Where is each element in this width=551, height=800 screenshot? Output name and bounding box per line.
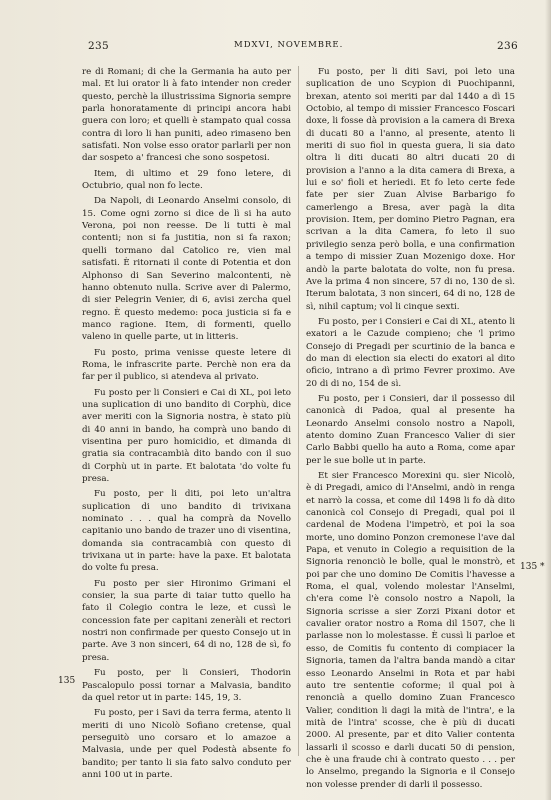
column-divider <box>298 66 299 756</box>
left-column <box>82 66 291 784</box>
right-column <box>306 66 515 794</box>
paragraph: Da Napoli, di Leonardo Anselmi consolo, di 15. Come ogni zorno si dice de lì si ha auto Verona, poi non reesse. De li tutti è mal contenti; non si fa justitia, non si fa raxon; quelli tormano dal Catolico re, vien mal satisfati. È ritornati il conte di Potentia et don Alphonso di San Severino malcontenti, nè hanno obtenuto nulla. Scrive aver di Palermo, di sier Pelegrin Venier, di 6, avisi zercha quel regno. È questo medemo: poca justicia si fa e manco ragione. Item, di formenti, quello valeno in quelle parte, ut in litteris. <box>82 196 291 343</box>
page-number-left: 235 <box>88 40 109 52</box>
paragraph: Fu posto, per li Consieri, Thodorin Pascalopulo possi tornar a Malvasia, bandito da quel retor ut in parte: 145, 19, 3. <box>82 668 291 703</box>
paragraph: Item, di ultimo et 29 fono letere, di Octubrio, qual non fo lecte. <box>82 168 291 192</box>
page-edge-shadow <box>545 0 551 800</box>
paragraph: Fu posto, per i Savi da terra ferma, atento li meriti di uno Nicolò Sofiano cretense, qual perseguitò uno corsaro et lo amazoe a Malvasia, unde per quel Podestà absente fo bandito; per tanto li sia fato salvo conduto per anni 100 ut in parte. <box>82 708 291 780</box>
page-number-right: 236 <box>497 40 518 52</box>
paragraph: re di Romani; di che la Germania ha auto per mal. Et lui orator li à fato intender non creder questo, perchè la illustrissima Signoria sempre parla honoratamente di principi ancora habi guera con loro; et quelli è stampato qual cossa contra di loro li han puniti, adeo rimaseno ben satisfati. Non volse esso orator parlarli per non dar sospeto a' francesi che sono sospetosi. <box>82 67 291 164</box>
paragraph: Fu posto, per i Consieri e Cai di XL, atento li exatori a le Cazude compieno; che 'l primo Consejo di Pregadi per scurtinio de la banca e do man di election sia electi do exatori al dito oficio, intrano a dì primo Fevrer proximo. Ave 20 di di no, 154 de sì. <box>306 316 515 389</box>
margin-number-left: 135 <box>58 676 76 686</box>
running-header <box>88 40 518 56</box>
margin-number-right: 135 * <box>520 562 545 572</box>
paragraph: Et sier Francesco Morexini qu. sier Nicolò, è di Pregadi, amico di l'Anselmi, andò in renga et narrò la cossa, et come dil 1498 li fo dà dito canonicà col Consejo di Pregadi, qual poi il cardenal de Modena l'impetrò, et poi la soa morte, uno domino Ponzon cremonese l'ave dal Papa, et venuto in Colegio a requisition de la Signoria renonciò le bolle, qual le monstrò, et poi par che uno domino De Comitis l'havesse a Roma, el qual, volendo molestar l'Anselmi, ch'era come l'è consolo nostro a Napoli, la Signoria scrisse a sier Zorzi Pixani dotor et cavalier orator nostro a Roma dil 1507, che li parlasse non lo molestasse. È cussì li parloe et esso, de Comitis fu contento di compiacer la Signoria, tamen da l'altra banda mandò a citar esso Leonardo Anselmi in Rota et par habi auto tre sententie coforme; il qual poi à renoncià a quello domino Zuan Francesco Valier, condition li dagi la mità de l'intra', e la mità de l'intra' scosse, che è più di ducati 2000. Al presente, par et dito Valier contenta lassarli il scosso e darli ducati 50 di pension, che è una fraude chi à contrato questo . . . per lo Anselmo, pregando la Signoria e il Consejo non volesse prender di darli il possesso. <box>306 471 515 790</box>
paragraph: Fu posto per li Consieri e Cai di XL, poi leto una suplication di uno bandito di Corphù, dice aver meriti con la Signoria nostra, è stato più di 40 anni in bando, ha comprà uno bando di visentina per puro homicidio, et dimanda di gratia sia contracambià dito bando con il suo di Corphù ut in parte. Et balotata 'do volte fu presa. <box>82 387 291 484</box>
paragraph: Fu posto per sier Hironimo Grimani el consier, la sua parte di taiar tutto quello ha fato il Colegio contra le leze, et cussì le concession fate per capitani zeneràli et rectori nostri non confirmade per questo Consejo ut in parte. Ave 3 non sinceri, 64 di no, 128 de sì, fo presa. <box>82 578 291 663</box>
paragraph: Fu posto, per i Consieri, dar il possesso dil canonicà di Padoa, qual al presente ha Leonardo Anselmi consolo nostro a Napoli, atento domino Zuan Francesco Valier di sier Carlo Babbi quello ha auto a Roma, come apar per le sue bolle ut in parte. <box>306 393 515 466</box>
paragraph: Fu posto, per li diti, poi leto un'altra suplication di uno bandito di trivixana nominato . . . qual ha comprà da Novello capitanio uno bando de trazer uno di visentina, domanda sia contracambià con questo di trivixana ut in parte: have la paxe. Et balotata do volte fu presa. <box>82 489 291 574</box>
paragraph: Fu posto, prima venisse queste letere di Roma, le infrascrite parte. Perchè non era da far per il publico, si atendeva al privato. <box>82 347 291 383</box>
running-title: MDXVI, NOVEMBRE. <box>234 40 344 50</box>
paragraph: Fu posto, per li diti Savi, poi leto una suplication de uno Scypion di Puochipanni, brexan, atento soi meriti par dal 1440 a dì 15 Octobio, al tempo di missier Francesco Foscari doxe, li fosse dà provision a la camera di Brexa di ducati 80 a l'anno, al presente, atento li meriti di suo fiol in questa guera, li sia dato oltra li diti ducati 80 altri ducati 20 di provision a l'anno a la dita camera di Brexa, a lui e so' fioli et heriedi. Et fo leto certe fede fate per sier Zuan Alvise Barbarigo fo camerlengo a Bresa, aver pagà la dita provision. Item, per domino Pietro Pagnan, era scrivan a la dita Camera, fo leto il suo privilegio senza però bolla, e una confirmation a tempo di missier Zuan Mozenigo doxe. Hor andò la parte balotata do volte, non fu presa. Ave la prima 4 non sincere, 57 di no, 130 de sì. Iterum balotata, 3 non sinceri, 64 di no, 128 de sì, nihil captum; vol li cinque sexti. <box>306 67 515 312</box>
